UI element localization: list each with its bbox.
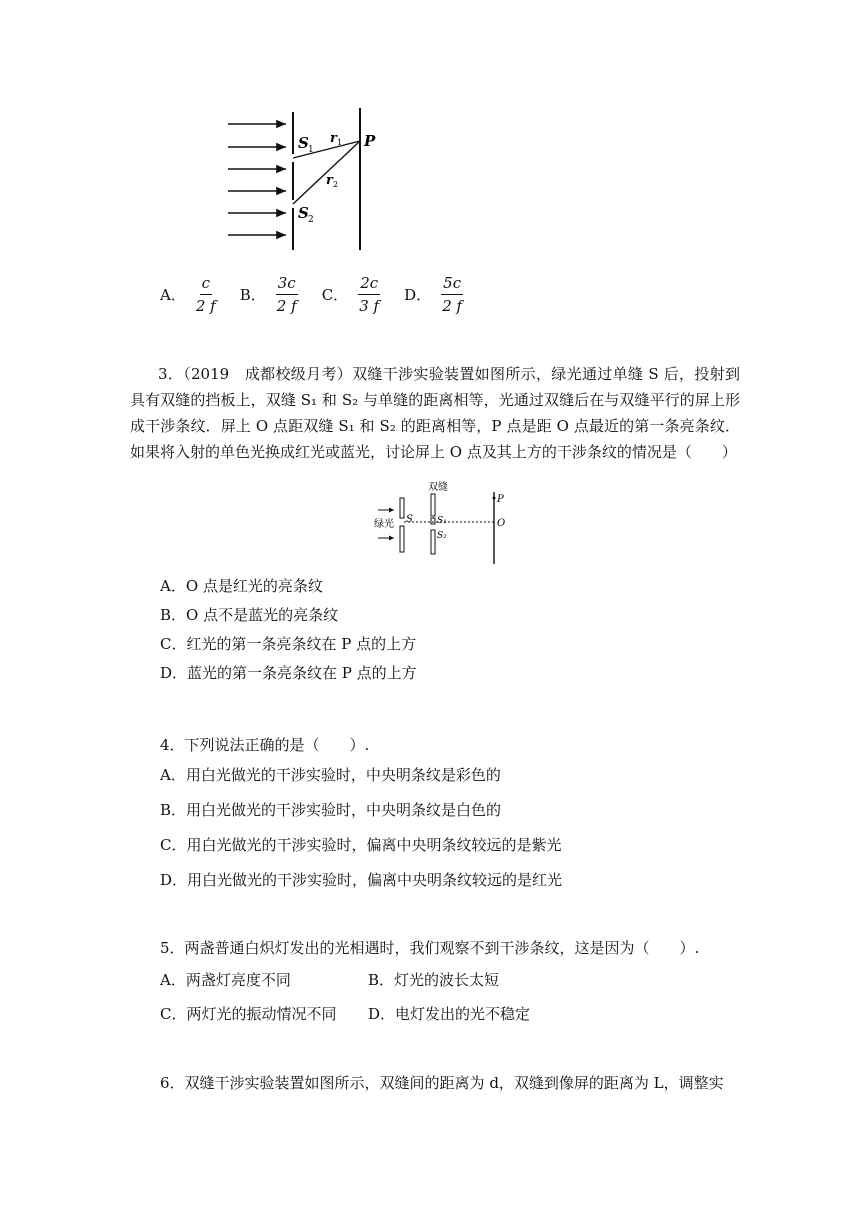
q2-label-r1-sub: 1: [337, 138, 343, 147]
q4-option-d[interactable]: D．用白光做光的干涉实验时，偏离中央明条纹较远的是红光: [160, 871, 563, 889]
q3-label-p: P: [497, 494, 504, 505]
q2-label-s2: S: [298, 204, 309, 222]
q3-label-o: O: [497, 518, 506, 529]
q3-setup-figure: [370, 480, 520, 564]
q2-label-s2-sub: 2: [308, 215, 314, 225]
numerator: 5c: [441, 274, 463, 295]
numerator: 2c: [358, 274, 380, 295]
option-label: D．: [404, 286, 432, 304]
numerator: c: [200, 274, 212, 295]
q4-option-a[interactable]: A．用白光做光的干涉实验时，中央明条纹是彩色的: [160, 766, 501, 784]
q2-option-c[interactable]: [322, 274, 380, 315]
option-label: B．: [239, 286, 266, 304]
q3-option-a[interactable]: A．O 点是红光的亮条纹: [160, 577, 323, 595]
q2-label-r2: r: [326, 173, 333, 188]
option-label: A．: [160, 286, 186, 304]
q2-label-s1-sub: 1: [308, 145, 314, 155]
q2-label-r1: r: [330, 131, 337, 146]
q3-label-s2: S₂: [437, 531, 447, 541]
q2-label-r2-sub: 2: [333, 180, 339, 189]
q5-option-c[interactable]: C．两灯光的振动情况不同: [160, 1005, 337, 1023]
q4-option-b[interactable]: B．用白光做光的干涉实验时，中央明条纹是白色的: [160, 801, 502, 819]
q4-question-text: 4．下列说法正确的是（ ）.: [160, 736, 370, 754]
q3-option-c[interactable]: C．红光的第一条亮条纹在 P 点的上方: [160, 635, 417, 653]
q2-option-a[interactable]: [160, 274, 216, 315]
q5-option-d[interactable]: D．电灯发出的光不稳定: [368, 1005, 531, 1023]
q4-option-c[interactable]: C．用白光做光的干涉实验时，偏离中央明条纹较远的是紫光: [160, 836, 562, 854]
q2-double-slit-figure: [222, 108, 392, 258]
q5-option-a[interactable]: A．两盏灯亮度不同: [160, 971, 291, 989]
q3-label-green-light: 绿光: [374, 519, 394, 530]
q3-option-b[interactable]: B．O 点不是蓝光的亮条纹: [160, 606, 339, 624]
q3-label-double-slit: 双缝: [428, 482, 448, 493]
q5-option-b[interactable]: B．灯光的波长太短: [368, 971, 500, 989]
numerator: 3c: [276, 274, 298, 295]
fraction: [196, 274, 216, 315]
q3-option-d[interactable]: D．蓝光的第一条亮条纹在 P 点的上方: [160, 664, 417, 682]
q2-label-s1: S: [298, 134, 309, 152]
q3-label-s1: S₁: [437, 516, 447, 526]
q2-options: [160, 274, 463, 315]
fraction: [358, 274, 380, 315]
denominator: 2 f: [195, 297, 216, 315]
q3-question-text: 3．（2019 成都校级月考）双缝干涉实验装置如图所示，绿光通过单缝 S 后，投射到具有双缝的挡板上，双缝 S₁ 和 S₂ 与单缝的距离相等，光通过双缝后在与双缝平行的屏上形成干涉条纹．屏上 O 点距双缝 S₁ 和 S₂ 的距离相等，P 点是距 O 点最近的第一条亮条纹．如果将入射的单色光换成红光或蓝光，讨论屏上 O 点及其上方的干涉条纹的情况是（ ）: [130, 365, 740, 461]
denominator: 2 f: [276, 297, 297, 315]
denominator: 2 f: [442, 297, 463, 315]
option-label: C．: [321, 286, 349, 304]
q2-option-d[interactable]: [404, 274, 463, 315]
q6-question-text: 6．双缝干涉实验装置如图所示，双缝间的距离为 d，双缝到像屏的距离为 L，调整实: [160, 1074, 724, 1092]
q3-label-s: S: [406, 514, 413, 525]
fraction: [441, 274, 463, 315]
q2-option-b[interactable]: [240, 274, 298, 315]
q2-label-p: P: [364, 132, 376, 150]
fraction: [276, 274, 298, 315]
denominator: 3 f: [359, 297, 380, 315]
q5-question-text: 5．两盏普通白炽灯发出的光相遇时，我们观察不到干涉条纹，这是因为（ ）.: [160, 939, 700, 957]
